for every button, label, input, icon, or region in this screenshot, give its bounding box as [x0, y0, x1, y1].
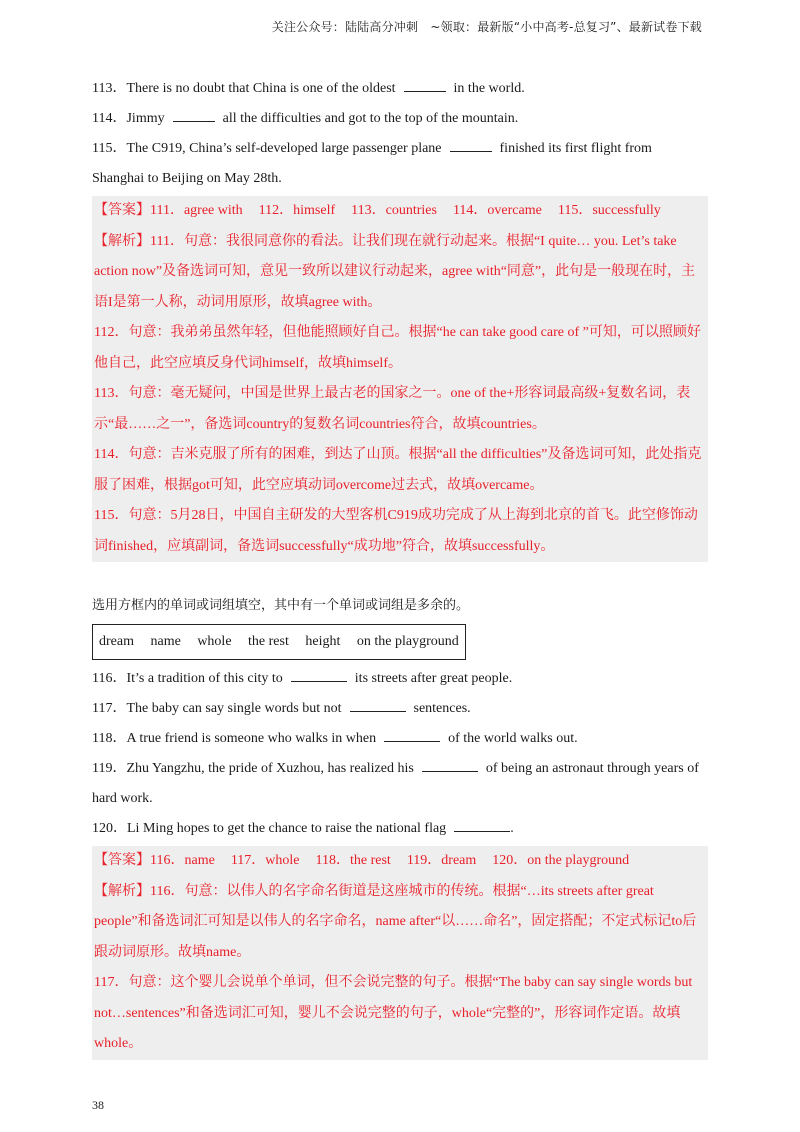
answer-item: 118．the rest [315, 853, 391, 868]
answer-item: 115．successfully [557, 203, 661, 218]
answer-block-1 [92, 196, 708, 562]
word-option: dream [99, 634, 134, 649]
answer-blank [291, 667, 347, 682]
question-text: 113．There is no doubt that China is one of the oldest [92, 81, 396, 96]
question-text: in the world. [453, 81, 525, 96]
answer-item: 119．dream [406, 853, 477, 868]
answer-label: 【答案】 [94, 853, 150, 868]
question-text: 116．It’s a tradition of this city to [92, 671, 283, 686]
question-120 [92, 814, 708, 844]
question-text: 120．Li Ming hopes to get the chance to raise the national flag [92, 821, 447, 836]
question-117 [92, 694, 708, 724]
answer-item: 116．name [150, 853, 215, 868]
answer-item: 120．on the playground [492, 853, 630, 868]
question-text: finished its first flight from [499, 141, 652, 156]
page-number: 38 [92, 1098, 104, 1112]
question-113 [92, 74, 708, 104]
question-116 [92, 664, 708, 694]
question-119 [92, 754, 708, 784]
analysis-paragraph: 【解析】111．句意：我很同意你的看法。让我们现在就行动起来。根据“I quite… you. Let’s take action now”及备选词可知，意见一致所以建议行动起来，agree with“同意”，此句是一般现在时，主语I是第一人称，动词用原形，故填agree with。 [94, 233, 696, 310]
question-text: . [510, 821, 514, 836]
answer-item: 113．countries [351, 203, 437, 218]
word-option: on the playground [356, 634, 459, 649]
answer-key-row [94, 196, 706, 227]
question-115-continued: Shanghai to Beijing on May 28th. [92, 171, 282, 186]
answer-item: 111．agree with [150, 203, 243, 218]
question-text: its streets after great people. [354, 671, 513, 686]
question-text: 115．The C919, China’s self-developed large passenger plane [92, 141, 442, 156]
question-text: of being an astronaut through years of [485, 761, 699, 776]
word-option: height [305, 634, 341, 649]
word-option: name [150, 634, 181, 649]
answer-blank [384, 727, 440, 742]
question-118 [92, 724, 708, 754]
analysis-paragraph: 115．句意：5月28日，中国自主研发的大型客机C919成功完成了从上海到北京的首飞。此空修饰动词finished，应填副词，备选词successfully“成功地”符合，故填successfully。 [94, 508, 698, 554]
answer-item: 112．himself [258, 203, 336, 218]
document-body [92, 74, 708, 1060]
analysis-paragraph: 113．句意：毫无疑问，中国是世界上最古老的国家之一。one of the+形容词最高级+复数名词，表示“最……之一”，备选词country的复数名词countries符合，故填countries。 [94, 386, 691, 432]
question-115 [92, 134, 708, 164]
question-text: of the world walks out. [448, 731, 578, 746]
section-instruction: 选用方框内的单词或词组填空，其中有一个单词或词组是多余的。 [92, 598, 470, 613]
answer-blank [350, 697, 406, 712]
answer-key-row [94, 846, 706, 877]
word-option: whole [197, 634, 232, 649]
word-option: the rest [248, 634, 289, 649]
answer-blank [173, 107, 215, 122]
question-119-continued: hard work. [92, 791, 153, 806]
analysis-paragraph: 112．句意：我弟弟虽然年轻，但他能照顾好自己。根据“he can take good care of ”可知，可以照顾好他自己，此空应填反身代词himself，故填himself。 [94, 325, 701, 371]
answer-blank [450, 137, 492, 152]
answer-blank [454, 817, 510, 832]
analysis-paragraph: 114．句意：吉米克服了所有的困难，到达了山顶。根据“all the difficulties”及备选词可知，此处指克服了困难，根据got可知，此空应填动词overcome过去式，故填overcame。 [94, 447, 702, 493]
question-text: 114．Jimmy [92, 111, 165, 126]
question-text: all the difficulties and got to the top of the mountain. [222, 111, 519, 126]
answer-item: 117．whole [230, 853, 300, 868]
answer-blank [422, 757, 478, 772]
question-text: sentences. [413, 701, 471, 716]
page-header: 关注公众号：陆陆高分冲刺 ~领取：最新版“小中高考-总复习”、最新试卷下载 [271, 20, 702, 34]
question-114 [92, 104, 708, 134]
word-box [92, 624, 466, 660]
question-text: 118．A true friend is someone who walks in when [92, 731, 377, 746]
question-text: 117．The baby can say single words but not [92, 701, 342, 716]
question-text: 119．Zhu Yangzhu, the pride of Xuzhou, has realized his [92, 761, 414, 776]
answer-item: 114．overcame [452, 203, 542, 218]
answer-blank [404, 77, 446, 92]
answer-block-2 [92, 846, 708, 1060]
analysis-paragraph: 【解析】116．句意：以伟人的名字命名街道是这座城市的传统。根据“…its streets after great people”和备选词汇可知是以伟人的名字命名，name after“以……命名”，固定搭配；不定式标记to后跟动词原形。故填name。 [94, 883, 697, 960]
answer-label: 【答案】 [94, 203, 150, 218]
analysis-paragraph: 117．句意：这个婴儿会说单个单词，但不会说完整的句子。根据“The baby can say single words but not…sentences”和备选词汇可知，婴儿不会说完整的句子，whole“完整的”，形容词作定语。故填whole。 [94, 975, 693, 1051]
